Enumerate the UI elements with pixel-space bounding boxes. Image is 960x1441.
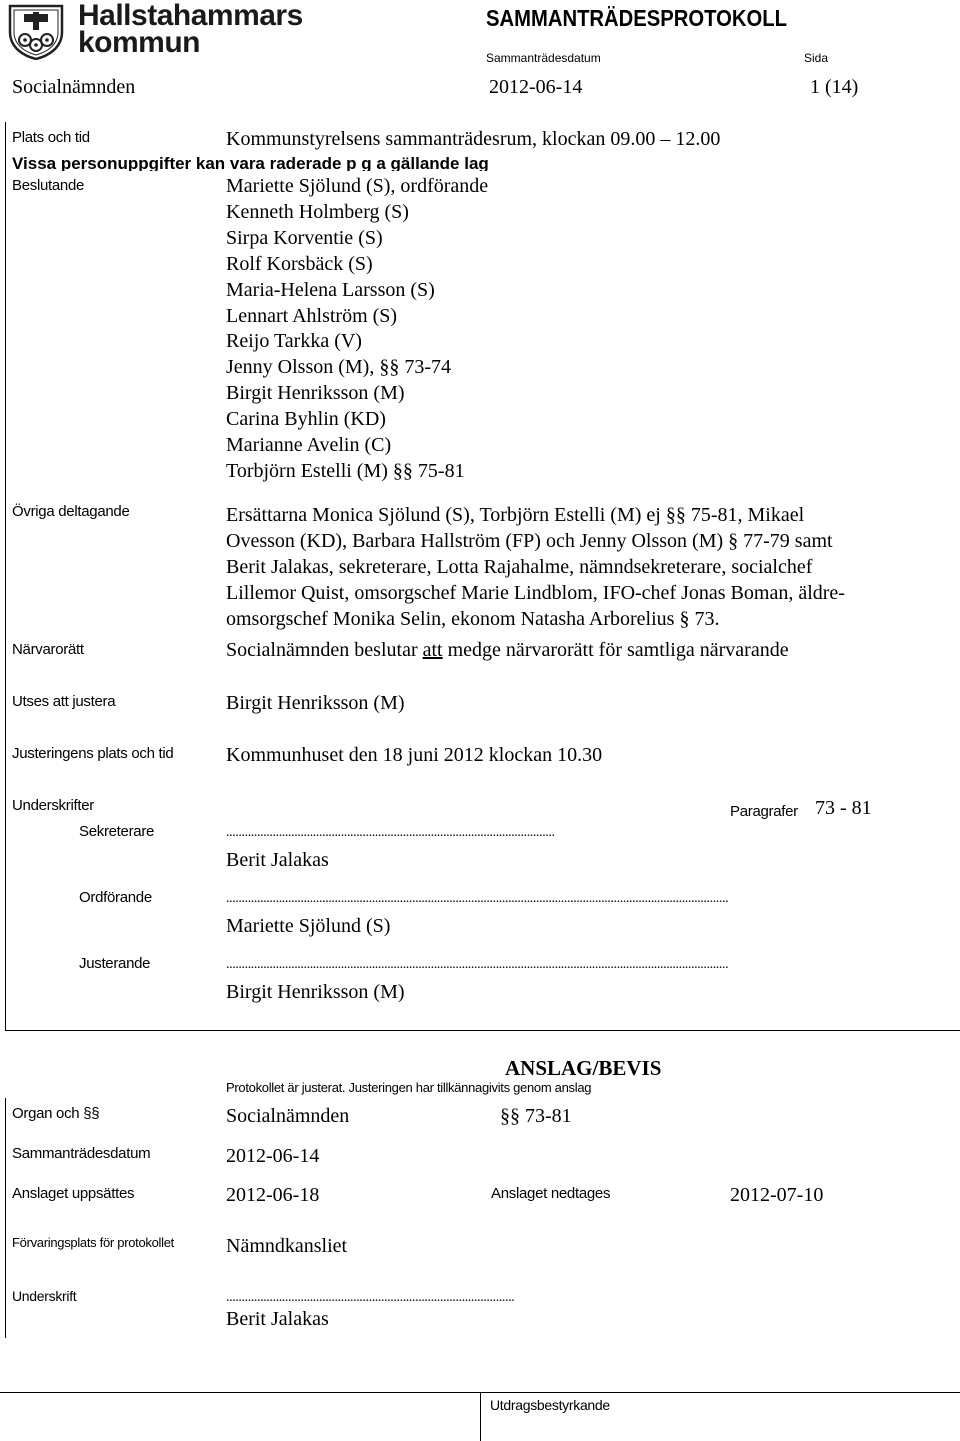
participants-line: Ersättarna Monica Sjölund (S), Torbjörn Estelli (M) ej §§ 75-81, Mikael: [226, 504, 805, 526]
member-item: Jenny Olsson (M), §§ 73-74: [226, 356, 451, 379]
footer-divider: [480, 1392, 481, 1441]
participants-line: Lillemor Quist, omsorgschef Marie Lindblom, IFO-chef Jonas Boman, äldre-: [226, 581, 845, 604]
storage-value: Nämndkansliet: [226, 1235, 348, 1257]
attendance-decision: Socialnämnden beslutar att medge närvarorätt för samtliga närvarande: [226, 639, 789, 661]
certified-label: Utdragsbestyrkande: [490, 1397, 610, 1413]
member-item: Reijo Tarkka (V): [226, 330, 362, 353]
signatures-label: Underskrifter: [12, 797, 94, 814]
adjust-place-label: Justeringens plats och tid: [12, 745, 174, 762]
member-item: Kenneth Holmberg (S): [226, 200, 409, 223]
posted-label: Anslaget uppsättes: [12, 1185, 135, 1202]
adjuster-name: Birgit Henriksson (M): [226, 692, 405, 714]
member-item: Carina Byhlin (KD): [226, 408, 386, 431]
organisation-logo-text: [78, 0, 303, 59]
chair-name: Mariette Sjölund (S): [226, 915, 391, 937]
member-item: Torbjörn Estelli (M) §§ 75-81: [226, 459, 465, 482]
deciding-members-list: [226, 174, 488, 485]
secretary-signature-line: ..........................................................................................................: [226, 825, 555, 840]
storage-label: Förvaringsplats för protokollet: [12, 1235, 174, 1250]
notice-date-value: 2012-06-14: [226, 1145, 320, 1167]
notice-left-rule: [5, 1098, 6, 1338]
member-item: Sirpa Korventie (S): [226, 226, 383, 249]
attendance-label: Närvarorätt: [12, 641, 84, 658]
removed-label: Anslaget nedtages: [491, 1185, 611, 1202]
privacy-notice: Vissa personuppgifter kan vara raderade p g a gällande lag: [12, 154, 489, 171]
section-divider: [5, 1030, 960, 1031]
place-and-time: Kommunstyrelsens sammanträdesrum, klockan 09.00 – 12.00: [226, 128, 721, 150]
left-margin-rule: [5, 122, 6, 1030]
organ-value: Socialnämnden: [226, 1105, 350, 1127]
chair-signature-line: ..................................................................................................................................................................: [226, 891, 729, 906]
paragraphs-value: 73 - 81: [815, 797, 872, 819]
paragraphs-label: Paragrafer: [730, 803, 798, 820]
meeting-date-label: Sammanträdesdatum: [486, 51, 601, 65]
body-name: Socialnämnden: [12, 76, 136, 98]
notice-signature-name: Berit Jalakas: [226, 1308, 329, 1330]
others-label: Övriga deltagande: [12, 503, 130, 520]
secretary-name: Berit Jalakas: [226, 849, 329, 871]
document-type-title: SAMMANTRÄDESPROTOKOLL: [486, 5, 787, 31]
page-number: 1 (14): [810, 76, 859, 98]
adjuster-signature-line: ..................................................................................................................................................................: [226, 957, 729, 972]
notice-signature-label: Underskrift: [12, 1288, 77, 1304]
place-label: Plats och tid: [12, 129, 90, 146]
notice-subtitle: Protokollet är justerat. Justeringen har tillkännagivits genom anslag: [226, 1080, 592, 1095]
coat-of-arms-icon: [6, 2, 66, 60]
organ-paragraphs: §§ 73-81: [500, 1105, 572, 1127]
deciding-label: Beslutande: [12, 177, 85, 194]
underlined-word: att: [422, 639, 443, 661]
member-item: Lennart Ahlström (S): [226, 304, 398, 327]
secretary-label: Sekreterare: [79, 823, 155, 840]
adjuster-label: Utses att justera: [12, 693, 116, 710]
posted-date: 2012-06-18: [226, 1184, 320, 1206]
organisation-name-line1: Hallstahammars: [78, 0, 303, 32]
signing-adjuster-label: Justerande: [79, 955, 151, 972]
notice-signature-line: .............................................................................................: [226, 1290, 515, 1305]
notice-title: ANSLAG/BEVIS: [505, 1056, 662, 1080]
adjust-place-and-time: Kommunhuset den 18 juni 2012 klockan 10.30: [226, 744, 603, 766]
notice-date-label: Sammanträdesdatum: [12, 1145, 151, 1162]
organ-label: Organ och §§: [12, 1105, 100, 1122]
participants-line: Ovesson (KD), Barbara Hallström (FP) och Jenny Olsson (M) § 77-79 samt: [226, 529, 833, 552]
member-item: Birgit Henriksson (M): [226, 382, 405, 405]
member-item: Marianne Avelin (C): [226, 434, 392, 457]
participants-line: omsorgschef Monika Selin, ekonom Natasha Arborelius § 73.: [226, 607, 720, 630]
other-participants-text: [226, 503, 845, 633]
meeting-date: 2012-06-14: [489, 76, 583, 98]
member-item: Maria-Helena Larsson (S): [226, 278, 435, 301]
organisation-name-line2: kommun: [78, 26, 201, 59]
removed-date: 2012-07-10: [730, 1184, 824, 1206]
signing-adjuster-name: Birgit Henriksson (M): [226, 981, 405, 1003]
participants-line: Berit Jalakas, sekreterare, Lotta Rajahalme, nämndsekreterare, socialchef: [226, 555, 813, 578]
member-item: Mariette Sjölund (S), ordförande: [226, 175, 489, 197]
chair-label: Ordförande: [79, 889, 152, 906]
member-item: Rolf Korsbäck (S): [226, 252, 373, 275]
page-label: Sida: [804, 51, 829, 65]
